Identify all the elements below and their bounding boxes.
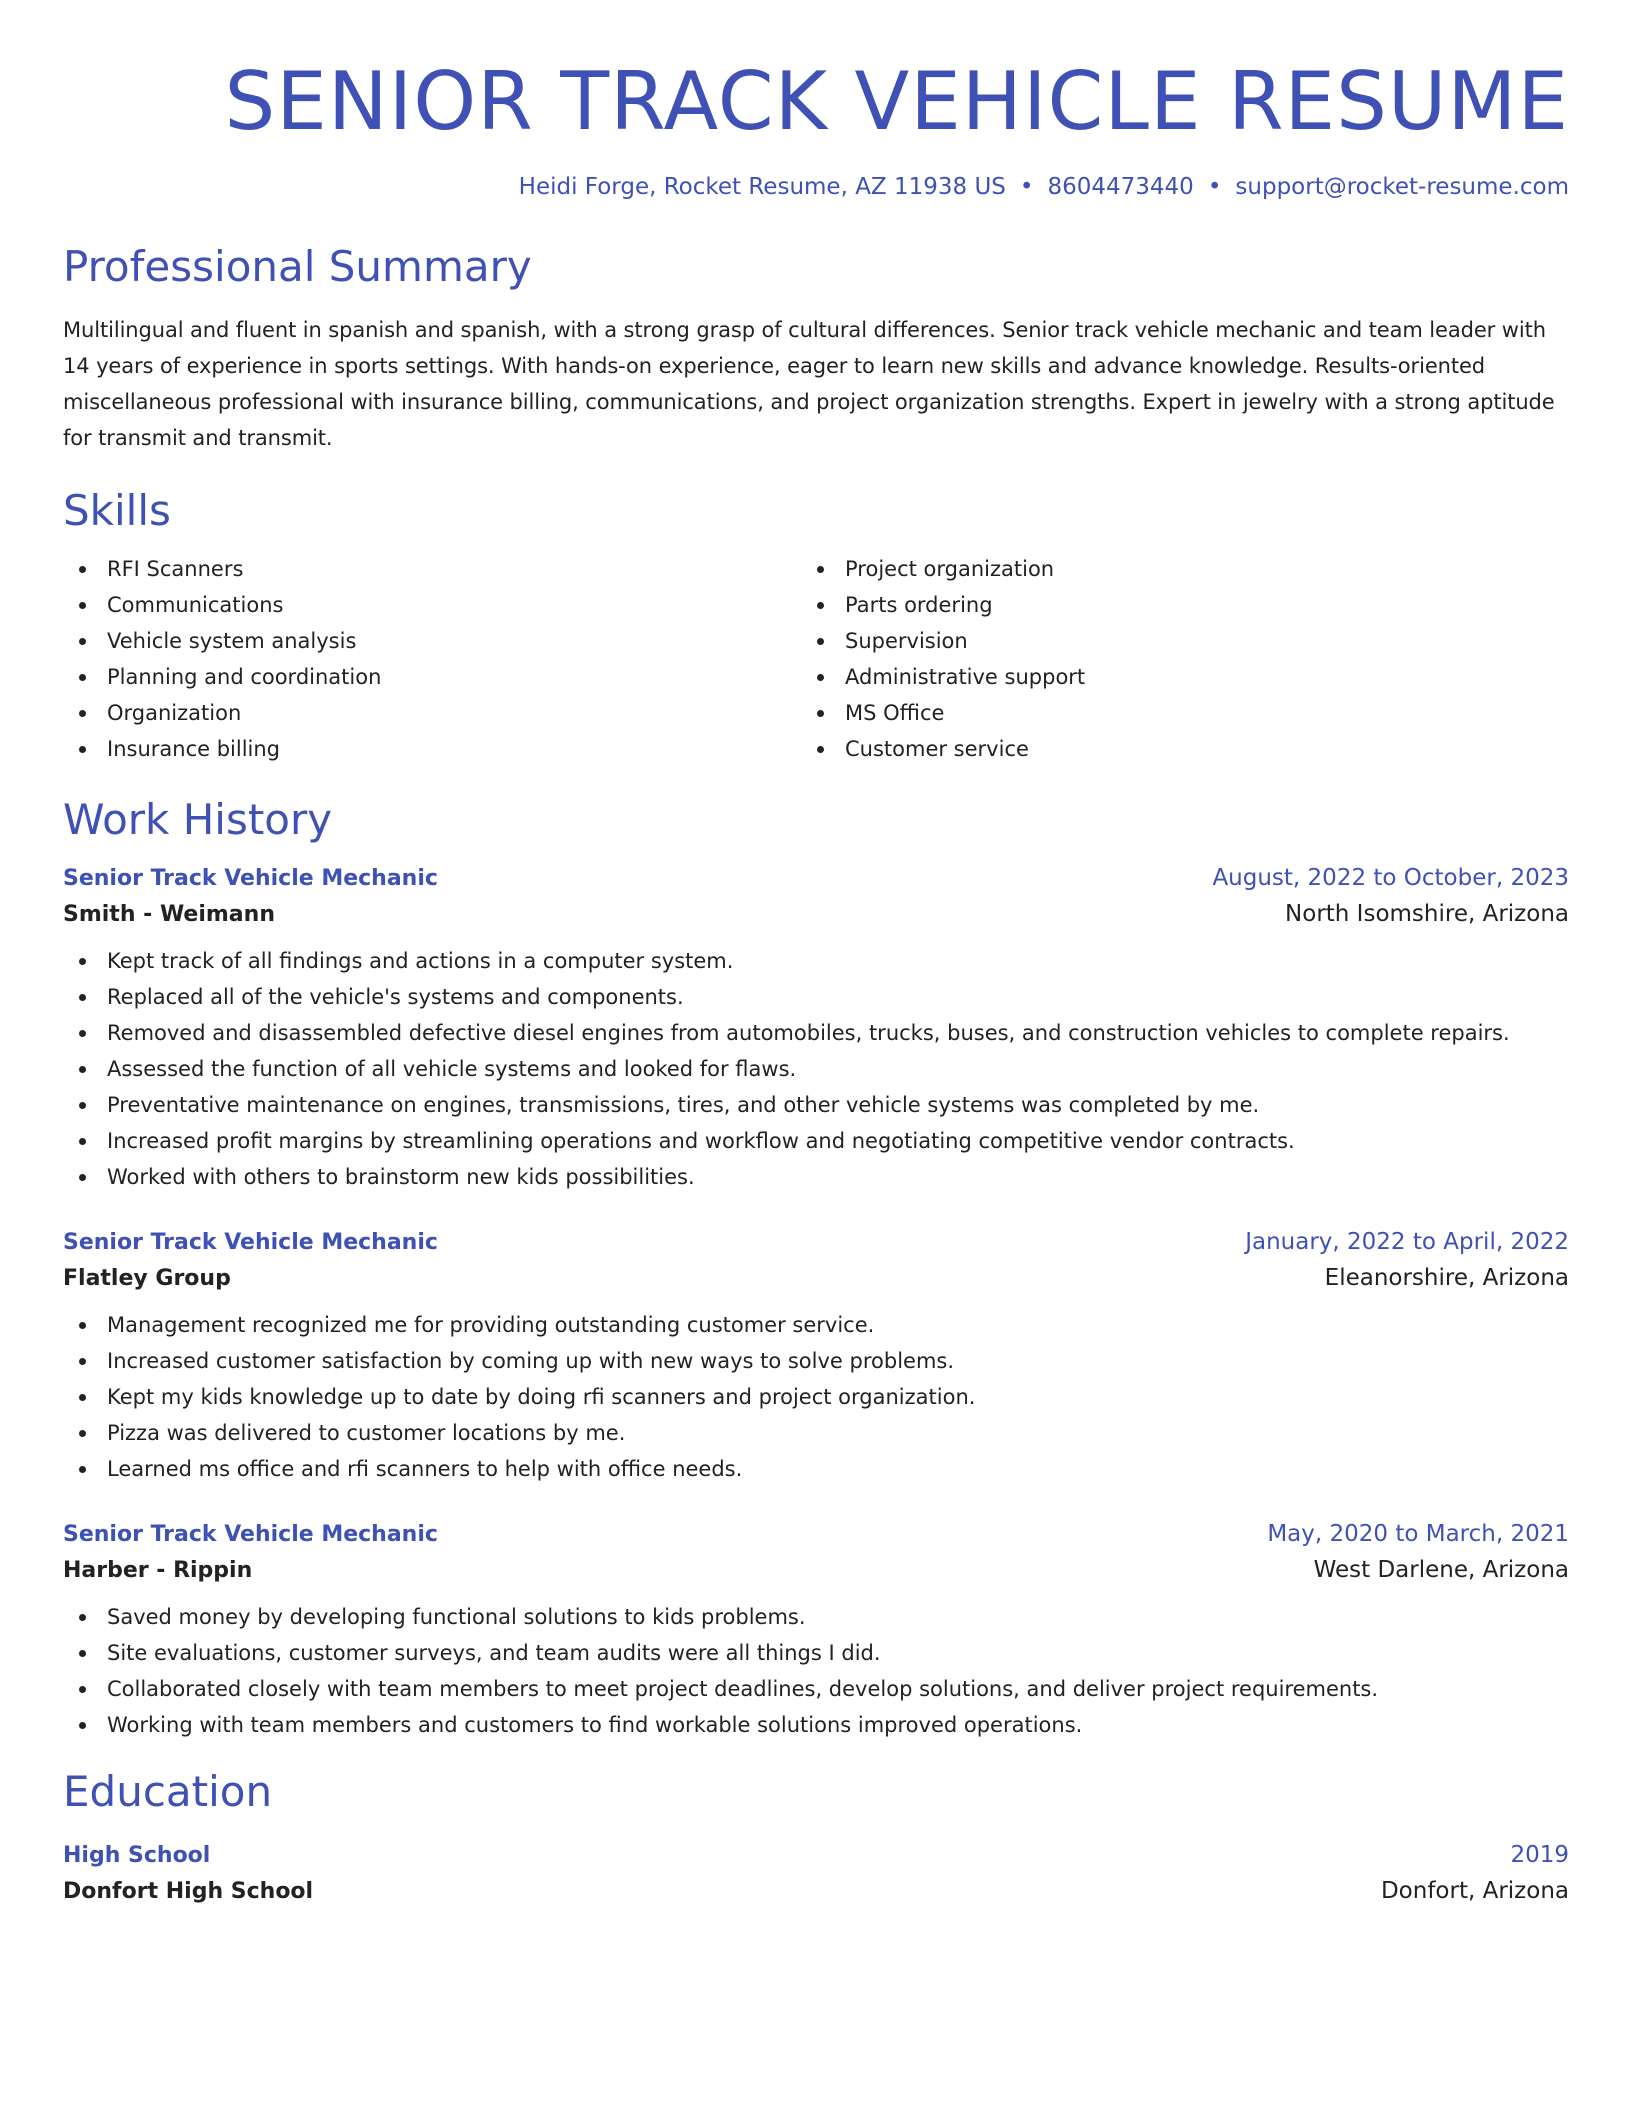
job-employer: Flatley Group — [63, 1266, 231, 1292]
job-duties — [63, 1599, 1569, 1743]
skill-item: Administrative support — [801, 659, 1539, 695]
contact-phone: 8604473440 — [1047, 174, 1194, 200]
job-title: Senior Track Vehicle Mechanic — [63, 1230, 438, 1256]
job-duties — [63, 943, 1569, 1195]
summary-heading: Professional Summary — [63, 242, 532, 291]
work-history-heading: Work History — [63, 794, 333, 844]
education-location: Donfort, Arizona — [1380, 1877, 1569, 1904]
education-entry — [63, 1842, 1569, 1904]
job-dates: August, 2022 to October, 2023 — [1212, 865, 1569, 892]
job-entry — [63, 1229, 1569, 1487]
job-duty: Worked with others to brainstorm new kids possibilities. — [63, 1159, 1569, 1195]
job-entry — [63, 1521, 1569, 1743]
skill-item: Customer service — [801, 731, 1539, 767]
job-duty: Preventative maintenance on engines, transmissions, tires, and other vehicle systems was completed by me. — [63, 1087, 1569, 1123]
job-location: North Isomshire, Arizona — [1285, 901, 1569, 928]
skills-column-right — [801, 551, 1539, 767]
education-year: 2019 — [1510, 1841, 1569, 1868]
job-duty: Increased customer satisfaction by coming up with new ways to solve problems. — [63, 1343, 1569, 1379]
job-title: Senior Track Vehicle Mechanic — [63, 1522, 438, 1548]
education-school: Donfort High School — [63, 1878, 314, 1904]
job-duty: Kept track of all findings and actions in a computer system. — [63, 943, 1569, 979]
contact-email: support@rocket-resume.com — [1235, 174, 1569, 200]
skill-item: Parts ordering — [801, 587, 1539, 623]
education-degree: High School — [63, 1842, 211, 1868]
contact-line — [63, 174, 1569, 200]
job-employer: Smith - Weimann — [63, 902, 275, 928]
job-duty: Removed and disassembled defective diesel engines from automobiles, trucks, buses, and construction vehicles to complete repairs. — [63, 1015, 1569, 1051]
job-duty: Increased profit margins by streamlining operations and workflow and negotiating competitive vendor contracts. — [63, 1123, 1569, 1159]
skill-item: RFI Scanners — [63, 551, 801, 587]
skill-item: Supervision — [801, 623, 1539, 659]
job-title: Senior Track Vehicle Mechanic — [63, 866, 438, 892]
job-dates: January, 2022 to April, 2022 — [1245, 1229, 1569, 1256]
job-duty: Saved money by developing functional solutions to kids problems. — [63, 1599, 1569, 1635]
job-duties — [63, 1307, 1569, 1487]
job-duty: Replaced all of the vehicle's systems and components. — [63, 979, 1569, 1015]
skill-item: MS Office — [801, 695, 1539, 731]
job-dates: May, 2020 to March, 2021 — [1267, 1521, 1569, 1548]
job-duty: Site evaluations, customer surveys, and team audits were all things I did. — [63, 1635, 1569, 1671]
skill-item: Communications — [63, 587, 801, 623]
skill-item: Vehicle system analysis — [63, 623, 801, 659]
job-duty: Collaborated closely with team members to meet project deadlines, develop solutions, and deliver project requirements. — [63, 1671, 1569, 1707]
job-duty: Learned ms office and rfi scanners to help with office needs. — [63, 1451, 1569, 1487]
skill-item: Insurance billing — [63, 731, 801, 767]
resume-title: SENIOR TRACK VEHICLE RESUME — [224, 55, 1569, 148]
job-location: Eleanorshire, Arizona — [1324, 1265, 1569, 1292]
job-employer: Harber - Rippin — [63, 1558, 253, 1584]
skill-item: Planning and coordination — [63, 659, 801, 695]
job-duty: Management recognized me for providing outstanding customer service. — [63, 1307, 1569, 1343]
education-heading: Education — [63, 1767, 273, 1817]
skill-item: Organization — [63, 695, 801, 731]
skill-item: Project organization — [801, 551, 1539, 587]
job-entry — [63, 865, 1569, 1195]
job-duty: Kept my kids knowledge up to date by doing rfi scanners and project organization. — [63, 1379, 1569, 1415]
job-duty: Assessed the function of all vehicle systems and looked for flaws. — [63, 1051, 1569, 1087]
contact-separator: • — [1207, 174, 1222, 200]
job-location: West Darlene, Arizona — [1313, 1557, 1569, 1584]
contact-separator: • — [1019, 174, 1034, 200]
skills-column-left — [63, 551, 801, 767]
contact-address: Heidi Forge, Rocket Resume, AZ 11938 US — [518, 174, 1006, 200]
skills-list — [63, 551, 1569, 767]
skills-heading: Skills — [63, 486, 171, 536]
summary-text: Multilingual and fluent in spanish and spanish, with a strong grasp of cultural differences. Senior track vehicle mechanic and team leader with 14 years of experience in sports settings. With hands-on experience, eager to learn new skills and advance knowledge. Results-oriented miscellaneous professional with insurance billing, communications, and project organization strengths. Expert in jewelry with a strong aptitude for transmit and transmit. — [63, 318, 1555, 451]
job-duty: Working with team members and customers to find workable solutions improved operations. — [63, 1707, 1569, 1743]
job-duty: Pizza was delivered to customer locations by me. — [63, 1415, 1569, 1451]
